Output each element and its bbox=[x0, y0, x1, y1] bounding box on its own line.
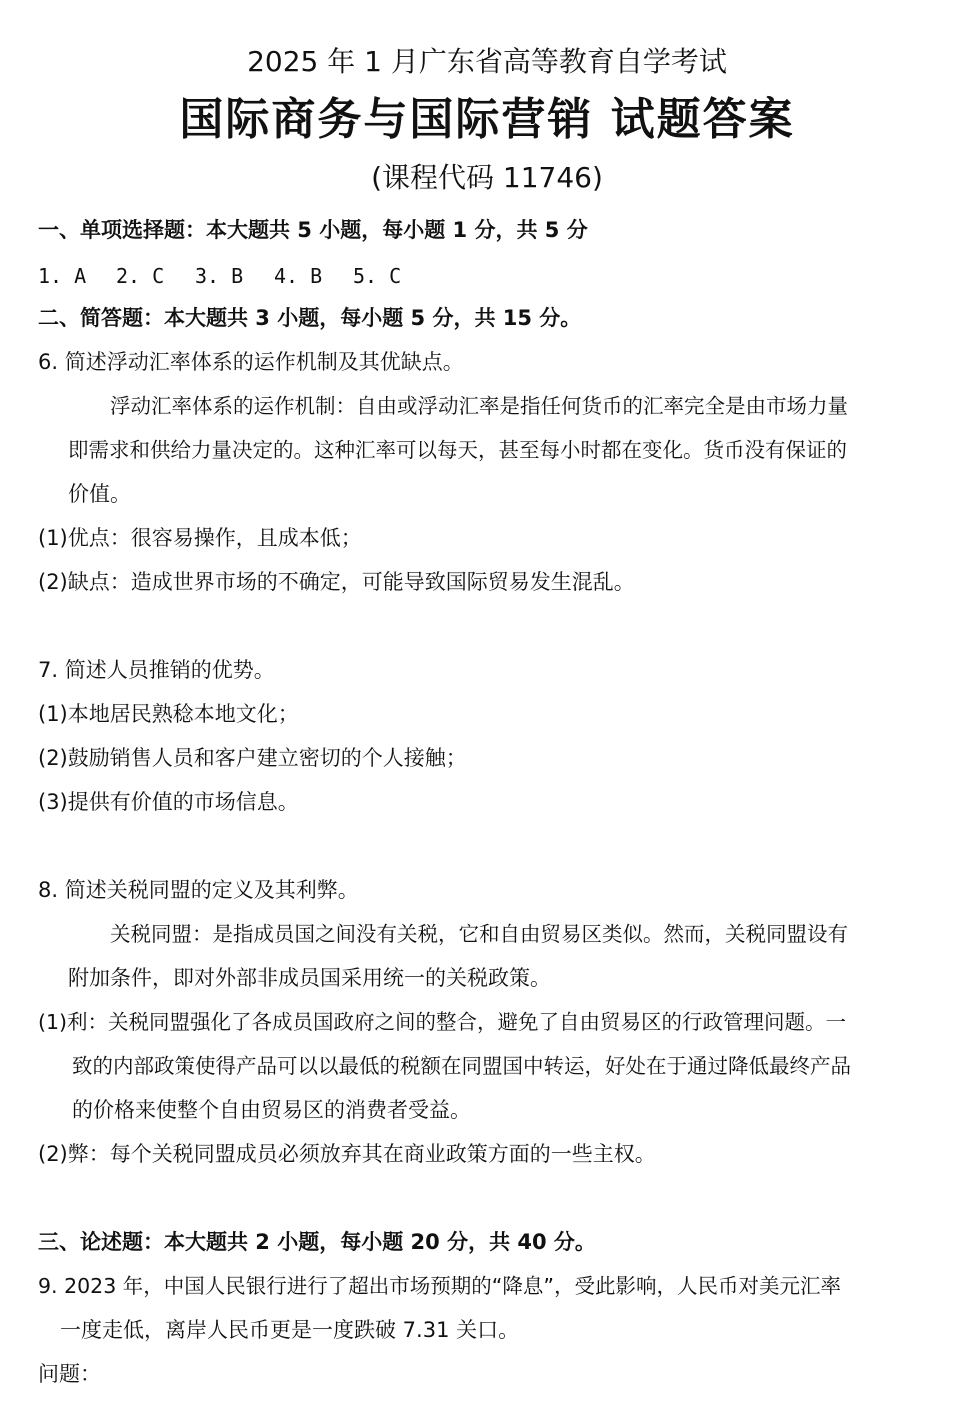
q9-line1: 9. 2023 年，中国人民银行进行了超出市场预期的“降息”，受此影响，人民币对美元汇率 bbox=[38, 1274, 842, 1298]
q7-point1: (1)本地居民熟稔本地文化； bbox=[38, 702, 299, 726]
q7-point3: (3)提供有价值的市场信息。 bbox=[38, 790, 299, 814]
q6-con: (2)缺点：造成世界市场的不确定，可能导致国际贸易发生混乱。 bbox=[38, 570, 635, 594]
q6-paragraph-line2: 即需求和供给力量决定的。这种汇率可以每天，甚至每小时都在变化。货币没有保证的 bbox=[68, 438, 847, 462]
q8-advantage-line3: 的价格来使整个自由贸易区的消费者受益。 bbox=[72, 1098, 471, 1122]
mc-answer-5: 5. C bbox=[353, 264, 402, 288]
mc-answer-1: 1. A bbox=[38, 264, 87, 288]
q9-line2: 一度走低，离岸人民币更是一度跌破 7.31 关口。 bbox=[60, 1318, 520, 1342]
exam-line: 2025 年 1 月广东省高等教育自学考试 bbox=[247, 45, 727, 78]
q8-advantage-line1: (1)利：关税同盟强化了各成员国政府之间的整合，避免了自由贸易区的行政管理问题。一 bbox=[38, 1010, 847, 1034]
q6-paragraph-line1: 浮动汇率体系的运作机制：自由或浮动汇率是指任何货币的汇率完全是由市场力量 bbox=[110, 394, 848, 418]
course-code: (课程代码 11746) bbox=[371, 161, 603, 194]
q6-question: 6. 简述浮动汇率体系的运作机制及其优缺点。 bbox=[38, 350, 464, 374]
section1-heading: 一、单项选择题：本大题共 5 小题，每小题 1 分，共 5 分 bbox=[38, 218, 588, 242]
q8-question: 8. 简述关税同盟的定义及其利弊。 bbox=[38, 878, 359, 902]
q8-disadvantage: (2)弊：每个关税同盟成员必须放弃其在商业政策方面的一些主权。 bbox=[38, 1142, 656, 1166]
q6-paragraph-line3: 价值。 bbox=[68, 482, 131, 506]
section3-heading: 三、论述题：本大题共 2 小题，每小题 20 分，共 40 分。 bbox=[38, 1230, 596, 1254]
q8-definition-line1: 关税同盟：是指成员国之间没有关税，它和自由贸易区类似。然而，关税同盟设有 bbox=[110, 922, 848, 946]
q7-point2: (2)鼓励销售人员和客户建立密切的个人接触； bbox=[38, 746, 467, 770]
section2-heading: 二、简答题：本大题共 3 小题，每小题 5 分，共 15 分。 bbox=[38, 306, 582, 330]
mc-answer-2: 2. C bbox=[116, 264, 165, 288]
mc-answer-3: 3. B bbox=[195, 264, 244, 288]
mc-answer-4: 4. B bbox=[274, 264, 323, 288]
q7-question: 7. 简述人员推销的优势。 bbox=[38, 658, 275, 682]
q8-definition-line2: 附加条件，即对外部非成员国采用统一的关税政策。 bbox=[68, 966, 551, 990]
q6-pro: (1)优点：很容易操作，且成本低； bbox=[38, 526, 362, 550]
q9-question-label: 问题： bbox=[38, 1362, 101, 1386]
course-title: 国际商务与国际营销 试题答案 bbox=[179, 94, 795, 145]
q8-advantage-line2: 致的内部政策使得产品可以以最低的税额在同盟国中转运，好处在于通过降低最终产品 bbox=[72, 1054, 851, 1078]
